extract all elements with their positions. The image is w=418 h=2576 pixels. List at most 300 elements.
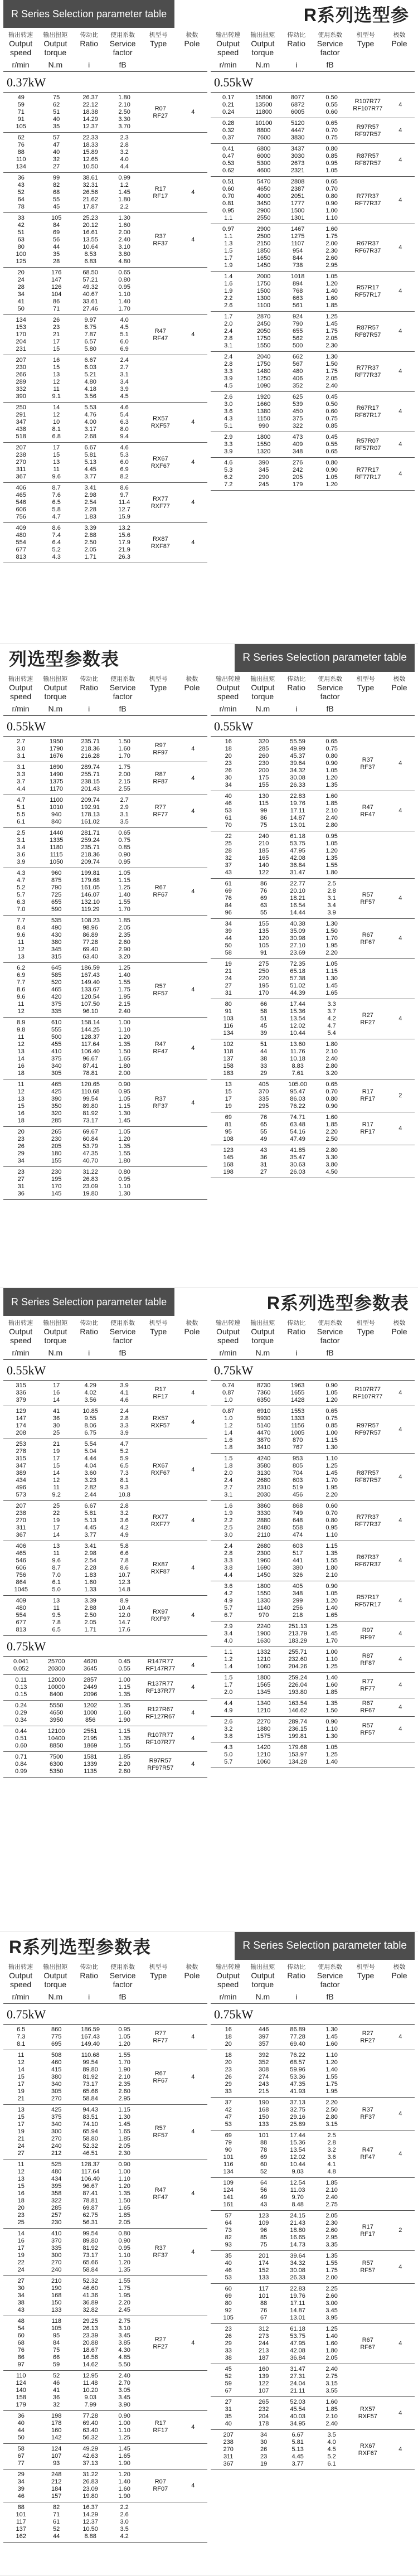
value-cell: 41.36	[82, 2292, 98, 2299]
value-cell: 27	[53, 163, 60, 170]
value-cell: 31.47	[290, 2366, 305, 2372]
value-column	[3, 357, 38, 400]
value-cell: 2.10	[118, 2074, 130, 2080]
value-cell: 0.90	[325, 1718, 338, 1725]
value-cell: 34.32	[290, 2260, 305, 2267]
header-cell: 极数	[393, 1320, 406, 1326]
value-cell: 50	[225, 942, 232, 949]
value-cell: 207	[223, 2432, 234, 2438]
value-cell: 65	[260, 1121, 268, 1128]
header-cell: 极数	[393, 676, 406, 682]
value-cell: 1.7	[224, 313, 233, 320]
value-cell: 2.00	[325, 240, 338, 247]
value-cell: 33	[17, 215, 25, 221]
spec-group	[3, 2502, 207, 2543]
value-cell: 2.4	[224, 1477, 233, 1484]
pole-cell: 4	[398, 408, 402, 415]
value-cell: 47.35	[82, 1150, 98, 1157]
value-cell: 2880	[256, 1517, 271, 1524]
type-cell	[142, 94, 179, 130]
value-cell: 450	[292, 408, 303, 415]
value-column	[38, 2026, 74, 2048]
value-column	[106, 764, 142, 793]
value-column	[314, 313, 349, 350]
value-cell: 3.4	[327, 902, 336, 909]
header-cell: Ratio	[287, 683, 306, 692]
spec-group	[3, 93, 207, 133]
value-cell: 11	[18, 939, 25, 946]
value-column	[3, 444, 38, 481]
value-cell: 1.30	[118, 1110, 130, 1117]
value-cell: 117.64	[81, 1041, 100, 1048]
value-cell: 48	[17, 2318, 25, 2325]
value-column	[38, 2471, 74, 2500]
value-cell: 738	[292, 262, 303, 269]
value-cell: 200	[259, 767, 269, 774]
value-cell: 65.18	[290, 968, 305, 975]
value-cell: 1480	[256, 368, 271, 375]
header-cell: fB	[119, 60, 127, 69]
value-cell: 17	[17, 2121, 25, 2128]
value-cell: 96.10	[82, 1008, 98, 1015]
spec-group	[3, 1501, 207, 1541]
type-label: R37	[154, 2245, 166, 2251]
value-cell: 2.9	[120, 804, 129, 811]
value-cell: 19.76	[290, 800, 305, 807]
header-cell: Ratio	[287, 1327, 306, 1336]
value-column	[246, 833, 281, 877]
pole-cell	[179, 2372, 207, 2409]
type-label: R97R57	[149, 1757, 172, 1764]
type-cell	[349, 1408, 386, 1451]
value-cell: 17	[53, 1455, 60, 1462]
type-label: R57R07	[356, 437, 379, 444]
value-cell: 347	[16, 1463, 26, 1469]
value-cell: 57.21	[82, 277, 98, 283]
value-cell: 26.33	[290, 2274, 305, 2281]
pole-cell: 4	[191, 539, 195, 546]
type-label: R47	[154, 2186, 166, 2194]
value-cell: 11800	[255, 109, 273, 115]
value-cell: 38.61	[82, 175, 98, 181]
value-cell: 7.6	[52, 492, 61, 498]
value-cell: 0.24	[15, 1702, 27, 1709]
value-cell: 50	[17, 2434, 25, 2441]
value-cell: 1156	[291, 1422, 304, 1429]
value-cell: 30.98	[290, 935, 305, 942]
spec-group	[211, 2397, 415, 2430]
value-cell: 33	[225, 2088, 232, 2095]
value-column	[106, 2230, 142, 2274]
value-column	[74, 1702, 106, 1724]
value-column	[3, 2161, 38, 2226]
group-values	[3, 1597, 142, 1634]
value-column	[314, 434, 349, 456]
value-cell: 14	[53, 1470, 60, 1476]
value-cell: 45	[53, 204, 60, 210]
value-cell: 1.85	[118, 2212, 130, 2219]
value-cell: 18	[225, 2052, 232, 2059]
value-cell: 204.26	[288, 1663, 307, 1670]
value-cell: 0.95	[118, 1088, 130, 1095]
value-cell: 3.00	[325, 2300, 338, 2307]
value-cell: 12.3	[118, 1579, 130, 1586]
value-cell: 86	[260, 815, 268, 821]
type-label: R07	[154, 2478, 166, 2485]
value-cell: 35	[225, 2413, 232, 2420]
value-cell: 158.14	[81, 1019, 100, 1026]
group-values	[211, 1408, 349, 1451]
value-column	[38, 2413, 74, 2442]
value-cell: 75	[53, 94, 60, 101]
value-column	[281, 738, 314, 789]
value-cell: 1.95	[325, 942, 338, 949]
type-label: RXF87	[150, 543, 170, 550]
value-column	[3, 1129, 38, 1165]
value-cell: 170	[259, 990, 269, 996]
value-cell: 508	[51, 2052, 62, 2059]
value-cell: 311	[223, 2453, 234, 2460]
type-cell	[349, 394, 386, 430]
value-cell: 1.4	[224, 1663, 233, 1670]
value-cell: 179.68	[288, 1744, 307, 1751]
value-cell: 116	[223, 2161, 234, 2168]
value-cell: 69	[225, 1114, 232, 1121]
value-cell: 3.9	[120, 1430, 129, 1436]
type-cell	[142, 2446, 179, 2467]
group-values	[3, 404, 142, 440]
value-cell: 235.71	[81, 844, 100, 851]
value-cell: 894	[292, 280, 303, 287]
value-column	[246, 2326, 281, 2362]
group-values	[3, 2318, 142, 2369]
value-column	[3, 2471, 38, 2500]
type-label: RF67R37	[354, 1561, 381, 1568]
value-cell: 2.50	[325, 2107, 338, 2113]
value-cell: 389	[16, 1470, 26, 1476]
type-label: RF77R37	[354, 200, 381, 207]
value-cell: 1.15	[118, 1728, 130, 1735]
value-column	[211, 961, 246, 997]
value-cell: 6005	[290, 109, 305, 115]
value-cell: 115	[259, 800, 269, 807]
value-cell: 255.71	[81, 771, 100, 778]
spec-group	[3, 1381, 207, 1406]
value-cell: 273	[259, 2333, 269, 2340]
value-cell: 4.44	[84, 1455, 96, 1462]
value-cell: 625	[292, 394, 303, 400]
value-cell: 1.00	[118, 2168, 130, 2175]
value-column	[211, 2052, 246, 2095]
value-cell: 6.9	[17, 972, 26, 979]
value-cell: 178	[51, 2420, 62, 2427]
value-cell: 2051	[290, 193, 305, 200]
type-label: R97	[362, 1626, 373, 1634]
value-column	[74, 525, 106, 561]
value-cell: 5.53	[84, 404, 96, 411]
value-cell: 7.0	[52, 1572, 61, 1578]
pole-cell	[386, 2366, 415, 2395]
value-cell: 0.85	[118, 844, 130, 851]
value-cell: 110.68	[81, 1088, 100, 1095]
value-cell: 25.23	[82, 215, 98, 221]
value-cell: 6.5	[52, 1626, 61, 1633]
value-cell: 4.0	[120, 317, 129, 323]
value-column	[74, 2026, 106, 2048]
value-cell: 425	[51, 2107, 62, 2113]
type-label: RF77R37	[354, 1521, 381, 1528]
value-cell: 2.50	[84, 1612, 96, 1619]
value-cell: 35.09	[290, 928, 305, 934]
value-cell: 1300	[256, 295, 271, 302]
value-cell: 4240	[256, 1455, 271, 1462]
value-column	[246, 2099, 281, 2128]
value-cell: 322	[51, 2197, 62, 2204]
value-cell: 2150	[256, 240, 271, 247]
value-cell: 186.59	[81, 965, 100, 971]
header-cell: 机型号	[149, 1320, 168, 1326]
value-cell: 31	[225, 2406, 232, 2413]
group-values	[211, 2180, 349, 2209]
value-cell: 5.13	[84, 1517, 96, 1524]
value-cell: 1.85	[325, 2406, 338, 2413]
value-cell: 1.9	[224, 262, 233, 269]
value-column	[281, 313, 314, 350]
value-cell: 2680	[256, 1477, 271, 1484]
value-cell: 122	[259, 869, 269, 876]
value-cell: 16.65	[290, 2234, 305, 2241]
value-column	[281, 1001, 314, 1037]
value-cell: 1375	[49, 778, 64, 785]
pole-cell: 2	[398, 1092, 402, 1099]
value-cell: 37.13	[82, 2460, 98, 2467]
value-cell: 1135	[84, 1768, 97, 1775]
value-cell: 375	[51, 2114, 62, 2120]
value-cell: 1335	[49, 837, 64, 844]
header-row-sym	[211, 1989, 415, 2003]
value-cell: 1.90	[118, 1717, 130, 1723]
value-cell: 2.30	[325, 342, 338, 349]
group-values	[211, 434, 349, 456]
value-cell: 4.50	[325, 1169, 338, 1175]
value-column	[246, 1700, 281, 1715]
group-values	[211, 1001, 349, 1037]
value-cell: 59	[225, 2380, 232, 2387]
value-cell: 1210	[256, 1751, 271, 1758]
value-cell: 4.8	[327, 2168, 336, 2175]
value-cell: 1.20	[118, 2183, 130, 2190]
type-cell	[349, 120, 386, 142]
type-cell	[142, 2107, 179, 2157]
value-cell: 68	[17, 2340, 25, 2346]
value-cell: 840	[51, 819, 62, 825]
type-cell	[349, 1503, 386, 1539]
type-cell	[142, 1408, 179, 1437]
value-cell: 65.94	[82, 2128, 98, 2135]
value-cell: 345	[51, 946, 62, 953]
value-cell: 2808	[290, 178, 305, 185]
pole-cell: 4	[191, 2033, 195, 2040]
value-cell: 100	[16, 251, 26, 258]
value-cell: 34	[225, 921, 232, 927]
type-label: RXF97	[150, 1615, 170, 1623]
type-label: RF57R07	[354, 444, 381, 452]
type-label: RF17	[153, 1393, 168, 1400]
spec-group	[211, 2050, 415, 2098]
value-cell: 51	[260, 1041, 268, 1048]
value-column	[281, 1649, 314, 1670]
value-column	[211, 2099, 246, 2128]
header-cell: Output torque	[43, 683, 67, 701]
type-cell	[142, 1677, 179, 1698]
value-cell: 135	[259, 928, 269, 934]
value-cell: 1.20	[325, 774, 338, 781]
value-column	[314, 2212, 349, 2249]
pole-cell: 4	[191, 1418, 195, 1426]
value-cell: 7600	[256, 134, 271, 141]
value-cell: 856	[85, 1717, 96, 1723]
value-cell: 2.10	[325, 2187, 338, 2194]
header-cell: Pole	[391, 39, 407, 48]
type-label: R77R37	[356, 193, 379, 200]
value-cell: 1.05	[118, 1129, 130, 1135]
group-values	[3, 764, 142, 793]
value-cell: 13.55	[82, 236, 98, 243]
value-column	[74, 2161, 106, 2226]
value-cell: 15800	[255, 94, 273, 101]
header-row-sym	[3, 701, 207, 715]
pole-cell: 4	[398, 328, 402, 335]
value-cell: 147	[16, 1415, 26, 1422]
value-cell: 1800	[256, 1583, 271, 1590]
value-cell: 2.80	[325, 1147, 338, 1154]
value-cell: 69.40	[290, 2041, 305, 2047]
type-label: R67	[362, 2336, 373, 2343]
type-cell	[142, 797, 179, 826]
value-column	[74, 485, 106, 521]
value-cell: 2030	[256, 1492, 271, 1498]
value-cell: 28	[225, 848, 232, 854]
value-cell: 43	[17, 182, 25, 188]
value-cell: 88	[260, 2300, 268, 2307]
value-cell: 1.00	[118, 2420, 130, 2427]
spec-group	[211, 1673, 415, 1698]
value-cell: 6.57	[84, 338, 96, 345]
type-label: R87	[154, 771, 166, 778]
value-column	[74, 764, 106, 793]
value-cell: 2.55	[118, 786, 130, 792]
group-values	[211, 1744, 349, 1766]
value-cell: 42	[17, 222, 25, 229]
value-cell: 1880	[256, 1726, 271, 1732]
value-cell: 27.31	[290, 2373, 305, 2380]
value-cell: 52	[225, 2373, 232, 2380]
value-cell: 53	[225, 2274, 232, 2281]
type-label: R37	[154, 233, 166, 240]
value-cell: 1.20	[325, 1397, 338, 1403]
value-cell: 490	[51, 924, 62, 931]
value-cell: 1.15	[118, 2107, 130, 2113]
value-cell: 1.60	[325, 295, 338, 302]
value-cell: 238.15	[81, 778, 100, 785]
pole-cell: 4	[398, 470, 402, 477]
value-cell: 6.9	[120, 346, 129, 352]
type-label: RF77	[153, 2037, 168, 2044]
value-column	[211, 94, 246, 116]
value-cell: 1.85	[325, 1121, 338, 1128]
value-column	[211, 226, 246, 269]
value-column	[246, 1114, 281, 1143]
value-cell: 3.85	[118, 2340, 130, 2346]
column-header	[3, 672, 207, 716]
type-cell	[142, 1543, 179, 1594]
value-cell: 21	[17, 2095, 25, 2102]
value-cell: 44	[17, 2427, 25, 2434]
value-cell: 152	[259, 2267, 269, 2274]
value-cell: 22.77	[290, 880, 305, 887]
value-cell: 63.40	[82, 953, 98, 960]
value-cell: 1.45	[325, 982, 338, 989]
value-cell: 1.25	[325, 2326, 338, 2332]
value-cell: 107	[51, 2453, 62, 2459]
value-cell: 118	[51, 2318, 61, 2325]
value-column	[211, 1455, 246, 1499]
value-cell: 183	[223, 1070, 234, 1077]
banner-title-cn: R系列选型参数表	[9, 1937, 152, 1957]
value-cell: 10.20	[82, 2387, 98, 2394]
value-cell: 145	[223, 1154, 234, 1161]
value-cell: 1.85	[118, 917, 130, 924]
value-cell: 25	[53, 1430, 60, 1436]
value-cell: 75	[260, 2241, 268, 2248]
value-cell: 1.75	[325, 2081, 338, 2088]
value-cell: 2195	[83, 1735, 98, 1742]
value-cell: 18.38	[82, 109, 98, 115]
type-label: RX87	[153, 1561, 168, 1568]
value-cell: 1.60	[325, 1682, 338, 1688]
type-label: RF67	[360, 1707, 376, 1714]
value-cell: 26.3	[118, 554, 130, 560]
value-cell: 2.20	[118, 1761, 130, 1768]
value-cell: 1.00	[325, 1649, 338, 1655]
type-label: RX57	[153, 1415, 168, 1422]
header-cell: 极数	[393, 32, 406, 38]
group-values	[3, 870, 142, 913]
type-cell	[349, 2180, 386, 2209]
value-cell: 3.9	[120, 1382, 129, 1389]
spec-group	[3, 2470, 207, 2502]
header-cell: fB	[119, 1992, 127, 2001]
spec-group	[3, 1406, 207, 1439]
header-row-sym	[3, 1989, 207, 2003]
value-cell: 0.80	[325, 753, 338, 759]
value-cell: 1.25	[118, 884, 130, 891]
value-cell: 238	[223, 2439, 234, 2446]
value-column	[38, 2372, 74, 2409]
value-cell: 1050	[49, 859, 64, 865]
value-column	[211, 1001, 246, 1037]
value-cell: 15	[17, 2114, 25, 2120]
value-column	[211, 394, 246, 430]
value-cell: 0.65	[118, 830, 130, 836]
header-row-sym	[211, 701, 415, 715]
value-column	[74, 1019, 106, 1077]
value-column	[38, 2504, 74, 2540]
value-cell: 2.9	[224, 434, 233, 440]
header-cell: 传动比	[80, 1320, 99, 1326]
value-cell: 218	[292, 1612, 303, 1619]
type-cell	[142, 175, 179, 211]
